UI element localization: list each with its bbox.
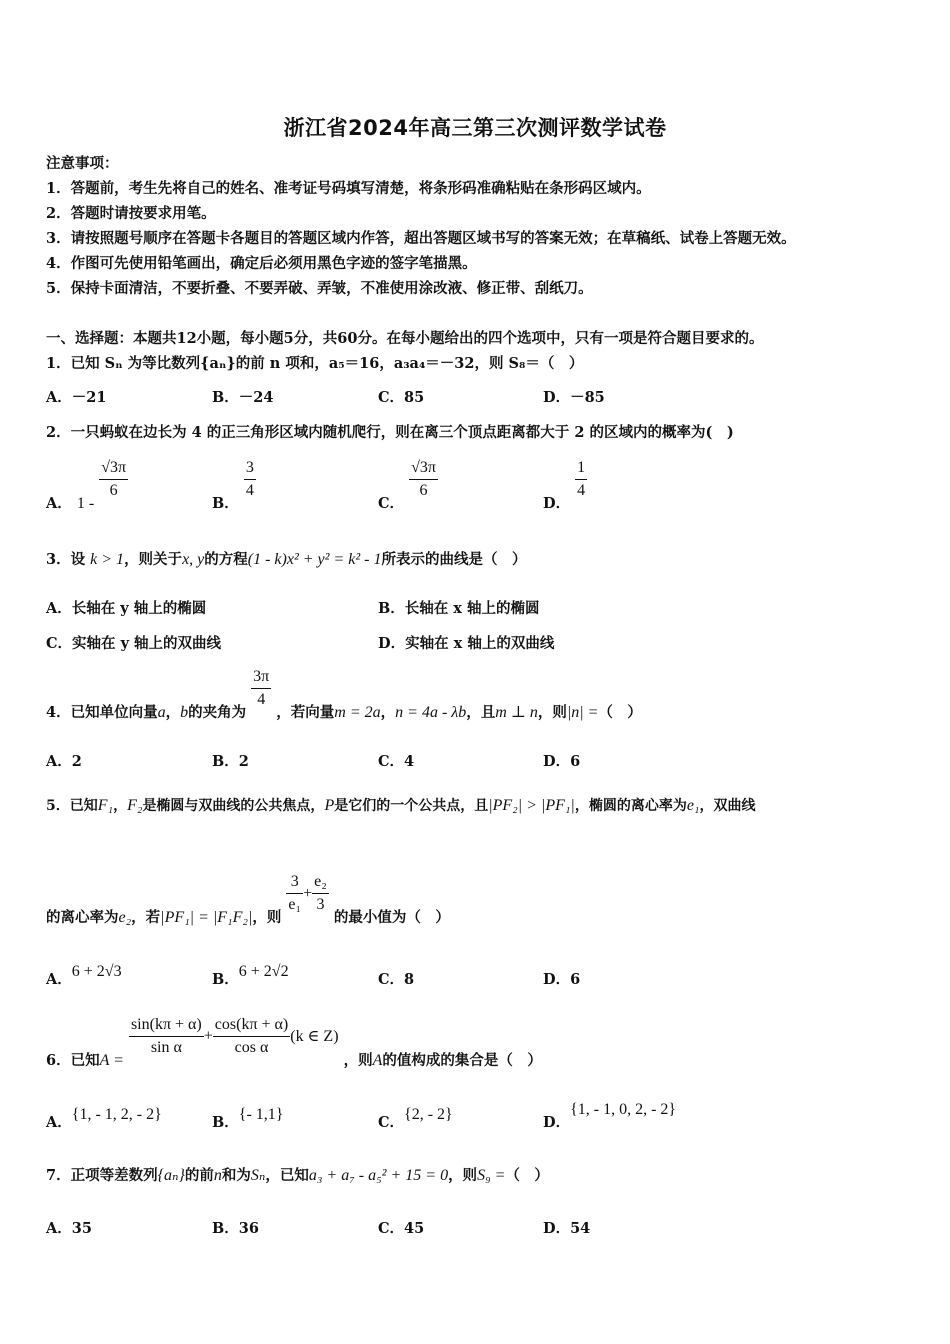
notice-item: 4．作图可先使用铅笔画出，确定后必须用黑色字迹的签字笔描黑。 (46, 255, 477, 272)
option-label: D． (543, 1114, 571, 1131)
option-label: D． (543, 494, 571, 512)
q7-text: 的前 (184, 1167, 214, 1184)
q4-text: ，且 (466, 703, 496, 721)
q5-text: ，椭圆的离心率为 (574, 798, 687, 814)
q4-text: （ ） (598, 703, 642, 721)
q7-text: 7．正项等差数列 (46, 1167, 158, 1184)
q4-option-b: B．2 (212, 753, 249, 770)
q2-option-a (46, 457, 128, 512)
q2-option-c (378, 457, 438, 512)
q6-option-a (46, 1103, 162, 1131)
q7-s9: S₉ = (477, 1167, 506, 1184)
q3-text: 3．设 (46, 551, 86, 568)
q2-a-prefix: 1 - (76, 494, 95, 512)
denominator: 3 (316, 896, 325, 913)
q6-a-set: {1, - 1, 2, - 2} (71, 1106, 162, 1123)
q4-option-a: A．2 (46, 753, 82, 770)
q5-text: 的最小值为（ ） (333, 908, 450, 926)
q7-text: ，则 (448, 1167, 478, 1184)
denominator: 6 (419, 482, 428, 499)
q7-option-a: A．35 (46, 1220, 92, 1237)
q7-option-b: B．36 (212, 1220, 259, 1237)
q5-text: 5．已知 (46, 798, 98, 814)
q4-option-d: D．6 (543, 753, 581, 770)
q7-text: 和为 (221, 1167, 251, 1184)
question-4-stem (46, 666, 642, 721)
q1-option-d: D．－85 (543, 389, 605, 406)
question-6-stem (46, 1014, 542, 1069)
q6-option-d (543, 1098, 677, 1131)
q5-f1: F₁ (97, 797, 114, 814)
question-3-stem (46, 548, 526, 569)
notice-item: 5．保持卡面清洁，不要折叠、不要弄破、弄皱，不准使用涂改液、修正带、刮纸刀。 (46, 280, 593, 297)
section-heading: 一、选择题：本题共12小题，每小题5分，共60分。在每小题给出的四个选项中，只有一项是符合题目要求的。 (46, 330, 764, 347)
q2-a-fraction (99, 457, 128, 502)
q5-e2: e₂ (118, 908, 132, 926)
notice-heading: 注意事项： (46, 155, 119, 172)
q1-option-c: C．85 (378, 389, 425, 406)
q3-option-a: A．长轴在 y 轴上的椭圆 (46, 600, 207, 617)
page-title: 浙江省2024年高三第三次测评数学试卷 (283, 116, 667, 140)
q5-fraction-2 (312, 871, 329, 916)
q6-text: 6．已知 (46, 1051, 100, 1069)
q3-option-d: D．实轴在 x 轴上的双曲线 (378, 635, 555, 652)
q4-vec-n: n = 4a - λb (395, 703, 467, 721)
q6-a-var: A (372, 1051, 383, 1069)
q6-condition: (k ∈ Z) (290, 1027, 339, 1045)
q2-c-fraction (409, 457, 438, 502)
q5-text: 是椭圆与双曲线的公共焦点， (142, 798, 325, 814)
option-label: C． (378, 494, 405, 512)
question-1-stem: 1．已知 Sₙ 为等比数列{aₙ}的前 n 项和，a₅＝16，a₃a₄＝－32，则 S₈＝（ ） (46, 355, 584, 372)
numerator: sin(kπ + α) (129, 1014, 204, 1037)
q4-text: 的夹角为 (188, 703, 247, 721)
q2-option-d (543, 457, 587, 512)
notice-item: 1．答题前，考生先将自己的姓名、准考证号码填写清楚，将条形码准确粘贴在条形码区域内。 (46, 180, 651, 197)
q5-text: 是它们的一个公共点，且 (334, 798, 489, 814)
q7-sequence: {aₙ} (157, 1167, 185, 1184)
q4-vec-m: m = 2a (334, 703, 381, 721)
q4-text: 4．已知单位向量 (46, 703, 158, 721)
numerator: √3π (99, 457, 128, 480)
q6-option-b (212, 1103, 284, 1131)
q6-c-set: {2, - 2} (404, 1106, 453, 1123)
q7-sn: Sₙ (250, 1167, 266, 1184)
q5-a-value: 6 + 2√3 (71, 963, 122, 980)
q6-option-c (378, 1103, 453, 1131)
notice-item: 2．答题时请按要求用笔。 (46, 205, 216, 222)
q3-condition: k > 1 (90, 551, 125, 568)
numerator: √3π (409, 457, 438, 480)
q4-abs-n: |n| = (566, 703, 599, 721)
q7-n: n (213, 1167, 222, 1184)
q4-text: ， (380, 703, 396, 721)
q7-text: ，已知 (265, 1167, 309, 1184)
q6-text: 的值构成的集合是（ ） (382, 1051, 542, 1069)
denominator: 4 (257, 691, 266, 708)
q3-option-c: C．实轴在 y 轴上的双曲线 (46, 635, 222, 652)
q2-d-fraction (575, 457, 587, 502)
q6-fraction-2 (213, 1014, 290, 1059)
numerator: 3 (244, 457, 256, 480)
denominator: e₁ (288, 896, 302, 913)
q7-equation: a₃ + a₇ - a₅² + 15 = 0 (308, 1167, 449, 1184)
notice-item: 3．请按照题号顺序在答题卡各题目的答题区域内作答，超出答题区域书写的答案无效；在草稿纸、试卷上答题无效。 (46, 230, 796, 247)
question-7-stem (46, 1164, 549, 1185)
numerator: 1 (575, 457, 587, 480)
q4-vec-a: a (157, 703, 166, 721)
q4-text: ， (165, 703, 181, 721)
q6-a-eq: A = (99, 1051, 124, 1069)
question-2-stem: 2．一只蚂蚁在边长为 4 的正三角形区域内随机爬行，则在离三个顶点距离都大于 2 的区域内的概率为( ) (46, 424, 734, 441)
option-label: C． (378, 1114, 405, 1131)
q3-equation: (1 - k)x² + y² = k² - 1 (247, 551, 382, 568)
q5-option-d: D．6 (543, 971, 581, 988)
q5-fraction-1 (286, 871, 303, 916)
q5-text: ，双曲线 (699, 798, 756, 814)
q5-text: ，若 (131, 908, 161, 926)
denominator: 4 (577, 482, 586, 499)
q6-plus: + (203, 1027, 213, 1045)
option-label: A． (46, 971, 72, 988)
option-label: B． (212, 1114, 239, 1131)
q7-text: （ ） (505, 1167, 549, 1184)
q2-option-b (212, 457, 256, 512)
q5-e1: e₁ (686, 797, 700, 814)
denominator: sin α (150, 1039, 182, 1056)
q5-p: P (324, 797, 335, 814)
q7-option-d: D．54 (543, 1220, 591, 1237)
q5-plus: + (303, 884, 313, 902)
q3-option-b: B．长轴在 x 轴上的椭圆 (378, 600, 540, 617)
numerator: e₂ (312, 871, 329, 894)
q5-text: 的离心率为 (46, 908, 119, 926)
q4-text: ，若向量 (276, 703, 335, 721)
q4-text: ，则 (537, 703, 567, 721)
q6-b-set: {- 1,1} (238, 1106, 284, 1123)
denominator: cos α (234, 1039, 269, 1056)
q5-b-value: 6 + 2√2 (238, 963, 289, 980)
q5-equation: |PF₁| = |F₁F₂| (160, 908, 253, 926)
q6-d-set: {1, - 1, 0, 2, - 2} (570, 1101, 677, 1118)
q2-b-fraction (244, 457, 256, 502)
option-label: A． (46, 1114, 72, 1131)
q4-perp: m ⊥ n (495, 703, 538, 721)
question-5-line-1 (46, 795, 756, 815)
denominator: 4 (245, 482, 254, 499)
q5-text: ，则 (252, 908, 282, 926)
numerator: 3π (251, 666, 271, 689)
q4-vec-b: b (180, 703, 189, 721)
option-label: B． (212, 971, 239, 988)
q3-text: ，则关于 (124, 551, 183, 568)
numerator: 3 (286, 871, 303, 894)
q6-text: ，则 (343, 1051, 373, 1069)
q3-text: 的方程 (204, 551, 248, 568)
q4-option-c: C．4 (378, 753, 415, 770)
q5-f2: F₂ (127, 797, 143, 814)
q5-inequality: |PF₂| > |PF₁| (488, 797, 575, 814)
numerator: cos(kπ + α) (213, 1014, 290, 1037)
q5-option-c: C．8 (378, 971, 415, 988)
denominator: 6 (109, 482, 118, 499)
q1-option-b: B．－24 (212, 389, 274, 406)
q1-option-a: A．－21 (46, 389, 107, 406)
question-5-line-2 (46, 871, 450, 926)
option-label: B． (212, 494, 239, 512)
q7-option-c: C．45 (378, 1220, 425, 1237)
q3-vars: x, y (182, 551, 205, 568)
q5-text: ， (113, 798, 128, 814)
q5-option-a (46, 960, 122, 988)
q3-text: 所表示的曲线是（ ） (381, 551, 527, 568)
q5-option-b (212, 960, 289, 988)
q4-angle-fraction (251, 666, 271, 711)
option-label: A． (46, 494, 72, 512)
q6-fraction-1 (129, 1014, 204, 1059)
